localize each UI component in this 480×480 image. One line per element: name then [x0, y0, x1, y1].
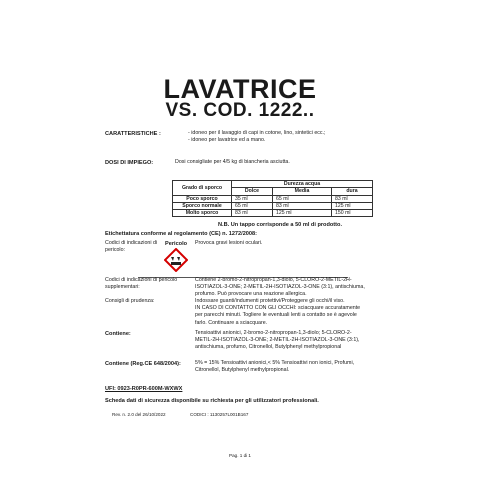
precaution-text: Indossare guanti/indumenti protettivi/Proteggere gli occhi/il viso. IN CASO DI CONTATTO CON GLI OCCHI: sciacquare accuratamente per parecchi minuti. Togliere le eventuali lenti a contatto se è agevole farlo. Continuare a sciacquare. [195, 298, 361, 326]
revision-info: Rev. n. 2.0 del 26/10/2022 [112, 412, 166, 417]
cap-note: N.B. Un tappo corrisponde a 50 ml di prodotto. [218, 222, 342, 228]
table-col-dolce: Dolce [232, 188, 273, 195]
contains-ce-label: Contiene (Reg.CE 648/2004): [105, 361, 181, 367]
supplementary-label: Codici di indicazioni di pericolo supplementari: [105, 277, 178, 291]
safety-sheet-note: Scheda dati di sicurezza disponibile su richiesta per gli utilizzatori professionali. [105, 398, 319, 404]
table-header-hardness: Durezza acqua [232, 181, 373, 188]
contains-label: Contiene: [105, 331, 131, 337]
table-col-media: Media [273, 188, 332, 195]
table-row: Sporco normale 65 ml 83 ml 125 ml [173, 202, 373, 209]
product-code: CODICI : 1130257L001B167 [190, 412, 249, 417]
table-header-soil: Grado di sporco [173, 181, 232, 196]
contains-text: Tensioattivi anionici, 2-bromo-2-nitropropan-1,3-diolo; 5-CLORO-2- METIL-2H-ISOTIAZOL-3-ONE; 2-METIL-2H-ISOTIAZOL-3-ONE (3:1), antischiuma, profumo, Citronellol, Butylphenyl methylpropional [195, 330, 360, 351]
supplementary-text: Contiene 2-bromo-2-nitropropan-1,3-diolo, 5-CLORO-2-METIL-2H- ISOTIAZOL-3-ONE; 2-METIL-2H-ISOTIAZOL-3-ONE (3:1), antischiuma, profumo. Può provocare una reazione allergica. [195, 277, 365, 298]
hazard-codes-label: Codici di indicazioni di pericolo: [105, 240, 158, 254]
table-row: Molto sporco 83 ml 125 ml 150 ml [173, 210, 373, 217]
document-subtitle: VS. COD. 1222.. [165, 100, 315, 121]
precaution-label: Consigli di prudenza: [105, 298, 155, 304]
table-row: Poco sporco 35 ml 65 ml 83 ml [173, 195, 373, 202]
dosage-label: DOSI DI IMPIEGO: [105, 160, 154, 166]
ufi-code: UFI: 0923-R0PR-600M-WXWX [105, 386, 183, 392]
page-number: Pag. 1 di 1 [229, 453, 251, 458]
table-col-dura: dura [332, 188, 373, 195]
corrosive-pictogram-icon [164, 248, 188, 272]
document-title: LAVATRICE [163, 74, 317, 104]
dosage-text: Dosi consigliate per 4/5 kg di biancheria asciutta. [175, 159, 290, 165]
contains-ce-text: 5% = 15% Tensioattivi anionici,< 5% Tensioattivi non ionici, Profumi, Citronellol, Butylphenyl methylpropional. [195, 360, 355, 374]
dosage-table [172, 180, 373, 217]
signal-word: Pericolo [165, 241, 188, 247]
characteristics-label: CARATTERISTICHE : [105, 131, 161, 137]
hazard-statement: Provoca gravi lesioni oculari. [195, 240, 263, 246]
characteristics-text: - idoneo per il lavaggio di capi in cotone, lino, sintetici ecc.; - idoneo per lavatrice ed a mano. [188, 130, 326, 144]
labelling-heading: Etichettatura conforme al regolamento (CE) n. 1272/2008: [105, 231, 258, 237]
